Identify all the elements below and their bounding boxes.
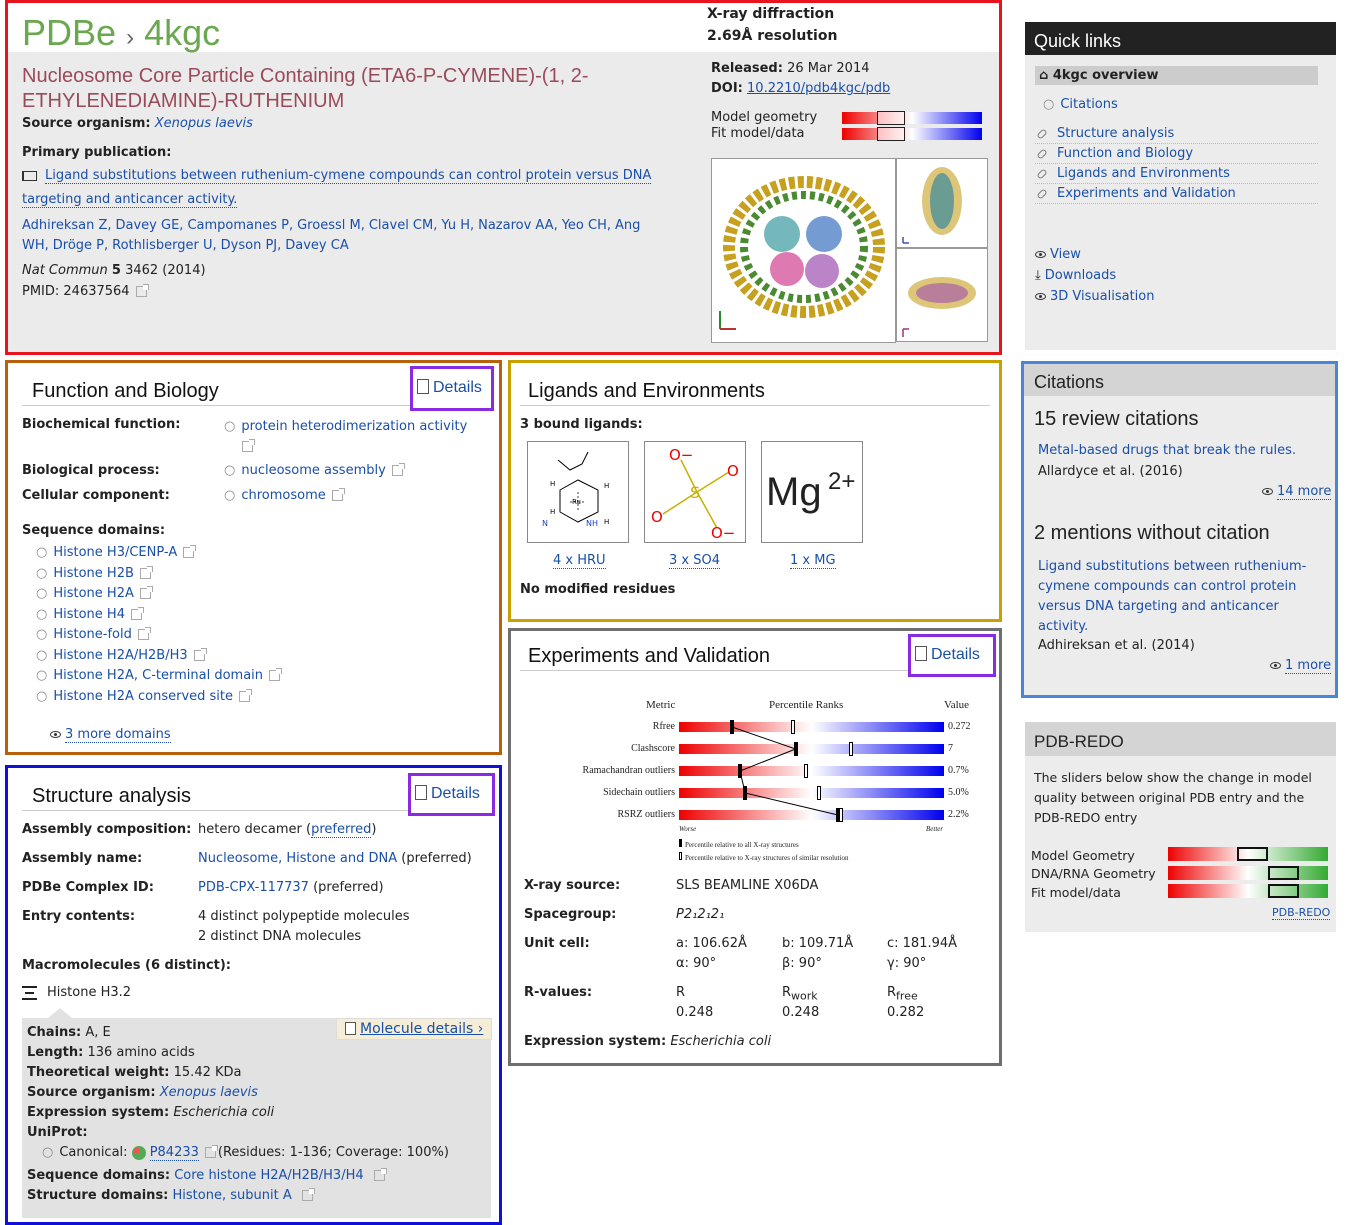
hru-atom-h3: H xyxy=(550,508,556,516)
chains: Chains: A, E xyxy=(27,1025,111,1040)
document-icon xyxy=(415,785,427,800)
author-link[interactable]: Davey GE, xyxy=(115,218,184,233)
molecule-row[interactable]: Histone H3.2 xyxy=(22,985,131,1000)
validation-value: 5.0% xyxy=(948,787,969,798)
pdb-redo-dna-geometry-label: DNA/RNA Geometry xyxy=(1031,866,1156,881)
external-link-icon[interactable] xyxy=(140,588,151,599)
r-label: R xyxy=(676,985,686,1000)
length: Length: 136 amino acids xyxy=(27,1045,195,1060)
document-icon xyxy=(915,646,927,661)
hru-atom-n: N xyxy=(542,519,548,528)
source-organism: Source organism: Xenopus laevis xyxy=(22,116,253,131)
quick-link-section[interactable]: Experiments and Validation xyxy=(1035,184,1318,204)
eye-icon xyxy=(1035,251,1046,258)
spacegroup-value: P2₁2₁2₁ xyxy=(676,907,725,922)
ligands-title: Ligands and Environments xyxy=(520,380,990,406)
external-link-icon[interactable] xyxy=(269,670,280,681)
so4-structure-image xyxy=(645,442,745,542)
assembly-name-label: Assembly name: xyxy=(22,851,143,866)
sequence-domain-item: ○ Histone H2A xyxy=(36,584,280,605)
molecule-expression-system: Expression system: Escherichia coli xyxy=(27,1105,275,1120)
validation-value: 2.2% xyxy=(948,809,969,820)
document-icon xyxy=(345,1022,356,1035)
authors-list xyxy=(22,216,702,256)
resolution: 2.69Å resolution xyxy=(707,28,838,44)
review-citations-heading: 15 review citations xyxy=(1034,408,1199,430)
pdb-redo-panel xyxy=(1025,722,1336,932)
assembly-name-link[interactable]: Nucleosome, Histone and DNA xyxy=(198,851,398,866)
metric-header: Metric xyxy=(646,699,676,711)
breadcrumb-entry[interactable]: 4kgc xyxy=(144,12,221,53)
so4-atom-o3: O xyxy=(651,508,663,526)
biological-process-label: Biological process: xyxy=(22,463,160,478)
function-biology-title: Function and Biology xyxy=(22,380,492,406)
ligand-mg-image[interactable] xyxy=(761,441,863,543)
ligand-so4-link[interactable]: 3 x SO4 xyxy=(669,553,720,568)
so4-atom-o4: O− xyxy=(711,524,736,542)
validation-metric-label: Ramachandran outliers xyxy=(582,765,675,776)
uniprot-canonical: ○ Canonical: P84233 (Residues: 1-136; Coverage: 100%) xyxy=(42,1145,449,1160)
quick-link-section[interactable]: Function and Biology xyxy=(1035,144,1318,164)
molecule-sequence-domains: Sequence domains: Core histone H2A/H2B/H3/H4 xyxy=(27,1168,385,1183)
pdb-redo-link[interactable]: PDB-REDO xyxy=(1272,906,1331,919)
validation-value: 0.7% xyxy=(948,765,969,776)
pdb-redo-description: The sliders below show the change in model quality between original PDB entry and the PDB-REDO entry xyxy=(1034,770,1312,825)
mg-symbol: Mg xyxy=(766,470,822,514)
method: X-ray diffraction xyxy=(707,6,835,22)
uniprot-label: UniProt: xyxy=(27,1125,88,1140)
review-more[interactable]: 14 more xyxy=(1262,484,1331,499)
link-icon xyxy=(1036,168,1047,179)
structure-image-top[interactable] xyxy=(896,248,988,342)
r-work-label: $R_{work}$ xyxy=(782,985,818,1003)
quick-links-section-list xyxy=(1035,124,1318,204)
ligand-hru-link[interactable]: 4 x HRU xyxy=(553,553,606,568)
complex-id-value: PDB-CPX-117737 (preferred) xyxy=(198,880,384,895)
pdb-redo-model-geometry-slider xyxy=(1168,847,1328,861)
cellular-component-label: Cellular component: xyxy=(22,488,170,503)
quick-links-overview[interactable]: ⌂ 4kgc overview xyxy=(1035,66,1318,85)
external-link-icon[interactable] xyxy=(205,1147,216,1158)
r-work-value: 0.248 xyxy=(782,1005,820,1020)
publication-title xyxy=(22,164,672,212)
more-domains[interactable]: 3 more domains xyxy=(50,727,171,742)
structure-analysis-title: Structure analysis xyxy=(22,785,492,811)
xray-source-label: X-ray source: xyxy=(524,878,621,893)
download-icon: ⤓ xyxy=(1035,268,1041,283)
structure-image-side[interactable] xyxy=(896,158,988,248)
cell-alpha: α: 90° xyxy=(676,956,717,971)
cell-c: c: 181.94Å xyxy=(887,936,958,951)
mentions-heading: 2 mentions without citation xyxy=(1034,522,1270,544)
book-icon xyxy=(22,171,37,181)
legend-similar: Percentile relative to X-ray structures of similar resolution xyxy=(679,852,848,862)
author-link[interactable]: Adhireksan Z, xyxy=(22,218,112,233)
external-link-icon[interactable] xyxy=(140,568,151,579)
bound-ligands-label: 3 bound ligands: xyxy=(520,417,643,432)
validation-metric-label: Clashscore xyxy=(631,743,675,754)
preferred-link[interactable]: preferred xyxy=(311,822,372,837)
breadcrumb-separator: › xyxy=(126,24,135,51)
entry-title: Nucleosome Core Particle Containing (ETA6-P-CYMENE)-(1, 2-ETHYLENEDIAMINE)-RUTHENIUM xyxy=(22,65,589,112)
hru-atom-nh: NH xyxy=(586,519,598,528)
mention-more[interactable]: 1 more xyxy=(1270,658,1331,673)
r-free-value: 0.282 xyxy=(887,1005,925,1020)
molecule-source-organism: Source organism: Xenopus laevis xyxy=(27,1085,258,1100)
author-link[interactable]: Rothlisberger U, xyxy=(112,238,217,253)
review-citation-authors: Allardyce et al. (2016) xyxy=(1038,464,1183,479)
external-link-icon[interactable] xyxy=(138,629,149,640)
mg-charge: 2+ xyxy=(828,468,856,495)
so4-atom-s: S xyxy=(690,483,701,502)
sequence-domains-label: Sequence domains: xyxy=(22,523,166,538)
eye-icon xyxy=(1270,662,1281,669)
so4-atom-o2: O xyxy=(727,462,739,480)
unit-cell-label: Unit cell: xyxy=(524,936,590,951)
external-link-icon[interactable] xyxy=(239,691,250,702)
validation-metric-label: Rfree xyxy=(652,721,675,732)
ligand-mg-link[interactable]: 1 x MG xyxy=(790,553,836,568)
hru-atom-h1: H xyxy=(550,480,556,488)
author-link[interactable]: Nazarov AA, xyxy=(478,218,558,233)
hru-atom-ru: Ru xyxy=(572,498,581,506)
spacegroup-label: Spacegroup: xyxy=(524,907,617,922)
sequence-domain-item: ○ Histone H3/CENP-A xyxy=(36,543,280,564)
so4-atom-o1: O− xyxy=(669,446,694,464)
quick-link-view[interactable]: View xyxy=(1035,244,1336,265)
mention-citation-link[interactable]: Ligand substitutions between ruthenium-cymene compounds can control protein versus DNA targeting and anticancer activity. xyxy=(1038,559,1307,634)
sequence-domain-item: ○ Histone H4 xyxy=(36,605,280,626)
author-link[interactable]: Ang WH, xyxy=(22,218,641,253)
sequence-domain-item: ○ Histone H2A, C-terminal domain xyxy=(36,666,280,687)
cell-a: a: 106.62Å xyxy=(676,936,747,951)
mention-citation-authors: Adhireksan et al. (2014) xyxy=(1038,638,1195,653)
expression-system: Expression system: Escherichia coli xyxy=(524,1034,772,1049)
model-geometry-slider xyxy=(842,112,982,124)
quick-link-section[interactable]: Structure analysis xyxy=(1035,124,1318,144)
external-link-icon[interactable] xyxy=(392,465,403,476)
worse-label: Worse xyxy=(679,825,697,833)
quick-link-downloads[interactable]: ⤓ Downloads xyxy=(1035,268,1117,283)
molecule-structure-domains: Structure domains: Histone, subunit A xyxy=(27,1188,313,1203)
no-modified-residues: No modified residues xyxy=(520,582,676,597)
sequence-domain-item: ○ Histone H2B xyxy=(36,564,280,585)
nucleosome-image xyxy=(712,159,895,342)
external-link-icon[interactable] xyxy=(242,441,253,452)
author-link[interactable]: Davey CA xyxy=(285,238,349,253)
citations-title: Citations xyxy=(1024,364,1335,396)
external-link-icon[interactable] xyxy=(332,490,343,501)
side-view-image xyxy=(897,159,987,247)
entry-contents-label: Entry contents: xyxy=(22,909,136,924)
pdb-redo-fit-slider xyxy=(1168,884,1328,898)
entry-contents-line1: 4 distinct polypeptide molecules xyxy=(198,909,410,924)
breadcrumb xyxy=(22,12,220,54)
r-values-label: R-values: xyxy=(524,985,593,1000)
external-link-icon[interactable] xyxy=(183,547,194,558)
pdb-redo-title: PDB-REDO xyxy=(1025,722,1336,756)
biochemical-function-value: ○ protein heterodimerization activity xyxy=(224,417,484,457)
validation-metric-label: RSRZ outliers xyxy=(617,809,675,820)
uniprot-link[interactable]: P84233 xyxy=(149,1145,199,1160)
cell-beta: β: 90° xyxy=(782,956,822,971)
experiments-title: Experiments and Validation xyxy=(520,645,990,671)
hru-atom-h4: H xyxy=(604,518,610,526)
model-geometry-label: Model geometry xyxy=(711,110,818,125)
doi-link[interactable]: 10.2210/pdb4kgc/pdb xyxy=(747,81,891,96)
journal-citation: Nat Commun 5 3462 (2014) xyxy=(22,263,206,278)
percentile-header: Percentile Ranks xyxy=(769,699,844,711)
sequence-domain-list xyxy=(36,543,280,707)
link-icon xyxy=(1036,148,1047,159)
external-link-icon[interactable] xyxy=(374,1170,385,1181)
hru-structure-image xyxy=(528,442,628,542)
sequence-domain-item: ○ Histone H2A conserved site xyxy=(36,687,280,708)
publication-link[interactable]: Ligand substitutions between ruthenium-cymene compounds can control protein versus DNA targeting and anticancer activity. xyxy=(22,168,652,207)
hru-atom-h2: H xyxy=(604,482,610,490)
molecule-details-button[interactable]: Molecule details › xyxy=(336,1018,492,1040)
uniprot-icon xyxy=(132,1146,146,1160)
author-link[interactable]: Dröge P, xyxy=(52,238,109,253)
validation-value: 7 xyxy=(948,743,953,754)
doi: DOI: 10.2210/pdb4kgc/pdb xyxy=(711,81,891,96)
release-date: Released: 26 Mar 2014 xyxy=(711,61,870,76)
link-icon xyxy=(1036,188,1047,199)
structure-details-button[interactable]: Details xyxy=(408,773,495,816)
fit-model-label: Fit model/data xyxy=(711,126,805,141)
review-citation-link[interactable]: Metal-based drugs that break the rules. xyxy=(1038,443,1296,458)
document-icon xyxy=(417,379,429,394)
author-link[interactable]: Yeo CH, xyxy=(561,218,612,233)
author-link[interactable]: Dyson PJ, xyxy=(220,238,282,253)
cell-b: b: 109.71Å xyxy=(782,936,854,951)
sequence-domain-item: ○ Histone-fold xyxy=(36,625,280,646)
molecule-icon xyxy=(22,986,37,1000)
quick-links-title: Quick links xyxy=(1025,22,1336,55)
ligand-so4-image[interactable] xyxy=(644,441,746,543)
better-label: Better xyxy=(926,825,944,833)
experiments-details-button[interactable]: Details xyxy=(908,634,996,677)
external-link-icon[interactable] xyxy=(194,650,205,661)
complex-id-label: PDBe Complex ID: xyxy=(22,880,154,895)
pmid: PMID: 24637564 xyxy=(22,284,147,299)
r-free-label: $R_{free}$ xyxy=(887,985,918,1003)
breadcrumb-site[interactable]: PDBe xyxy=(22,12,117,53)
validation-value: 0.272 xyxy=(948,721,971,732)
function-details-button[interactable]: Details xyxy=(410,366,494,411)
external-link-icon[interactable] xyxy=(131,609,142,620)
molecule-panel-arrow xyxy=(48,1008,72,1018)
legend-all: Percentile relative to all X-ray structures xyxy=(679,839,799,849)
biological-process-value: ○ nucleosome assembly xyxy=(224,463,403,478)
structure-image-main[interactable] xyxy=(711,158,896,343)
eye-icon xyxy=(1262,488,1273,495)
r-value: 0.248 xyxy=(676,1005,714,1020)
xray-source-value: SLS BEAMLINE X06DA xyxy=(676,878,819,893)
eye-icon xyxy=(1035,293,1046,300)
external-link-icon[interactable] xyxy=(302,1190,313,1201)
validation-connector xyxy=(679,720,944,820)
link-icon xyxy=(1036,128,1047,139)
author-link[interactable]: Clavel CM, xyxy=(368,218,438,233)
assembly-name-value: Nucleosome, Histone and DNA (preferred) xyxy=(198,851,472,866)
sequence-domain-item: ○ Histone H2A/H2B/H3 xyxy=(36,646,280,667)
ligand-hru-image[interactable] xyxy=(527,441,629,543)
author-link[interactable]: Campomanes P, xyxy=(187,218,294,233)
author-link[interactable]: Yu H, xyxy=(441,218,475,233)
pdb-redo-dna-geometry-slider xyxy=(1168,866,1328,880)
complex-id-link[interactable]: PDB-CPX-117737 xyxy=(198,880,309,895)
home-icon: ⌂ xyxy=(1039,68,1049,83)
entry-contents-line2: 2 distinct DNA molecules xyxy=(198,929,362,944)
assembly-composition-label: Assembly composition: xyxy=(22,822,192,837)
author-link[interactable]: Groessl M, xyxy=(297,218,365,233)
quick-link-citations[interactable]: ○ Citations xyxy=(1043,97,1118,112)
theoretical-weight: Theoretical weight: 15.42 KDa xyxy=(27,1065,242,1080)
external-link-icon[interactable] xyxy=(136,286,147,297)
biochemical-function-label: Biochemical function: xyxy=(22,417,181,432)
cellular-component-value: ○ chromosome xyxy=(224,488,343,503)
eye-icon xyxy=(50,731,61,738)
primary-publication-label: Primary publication: xyxy=(22,145,172,160)
fit-model-slider xyxy=(842,128,982,140)
quick-links-panel xyxy=(1025,22,1336,350)
validation-metric-label: Sidechain outliers xyxy=(603,787,675,798)
quick-link-3d[interactable]: 3D Visualisation xyxy=(1035,286,1336,307)
cell-gamma: γ: 90° xyxy=(887,956,927,971)
pdb-redo-model-geometry-label: Model Geometry xyxy=(1031,848,1135,863)
pdb-redo-fit-label: Fit model/data xyxy=(1031,885,1121,900)
value-header: Value xyxy=(944,699,970,711)
source-organism-link[interactable]: Xenopus laevis xyxy=(154,116,253,131)
assembly-composition-value: hetero decamer (preferred) xyxy=(198,822,377,837)
macromolecules-label: Macromolecules (6 distinct): xyxy=(22,958,232,973)
top-view-image xyxy=(897,249,987,341)
quick-link-section[interactable]: Ligands and Environments xyxy=(1035,164,1318,184)
